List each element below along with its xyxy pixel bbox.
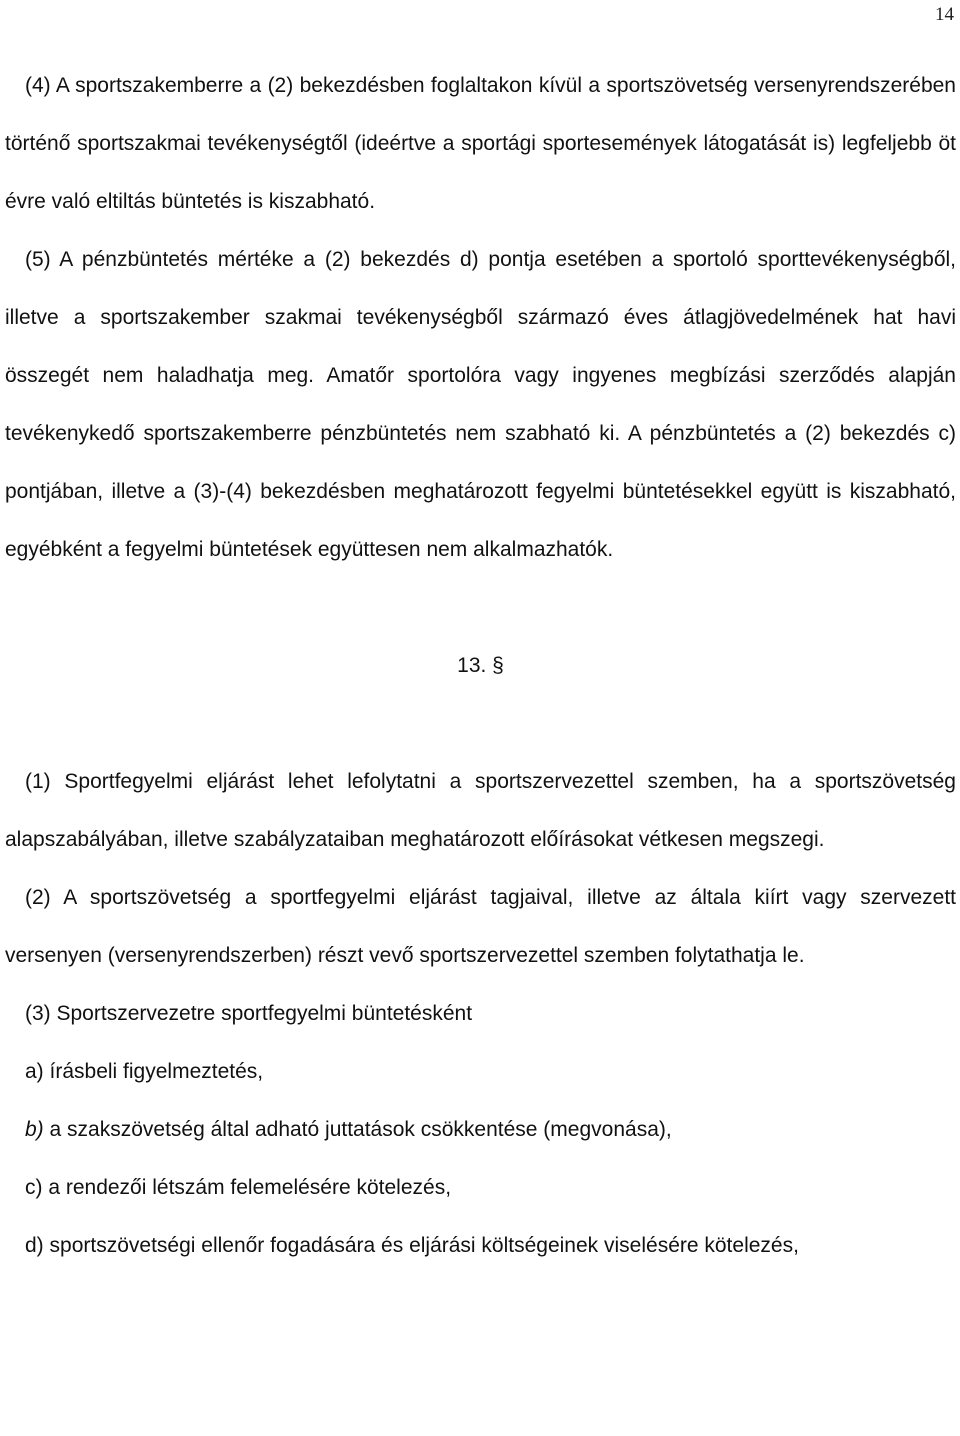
list-item-text: a szakszövetség által adható juttatások csökkentése (megvonása), <box>43 1118 672 1141</box>
list-item-b <box>5 1101 956 1159</box>
list-item-letter: b) <box>25 1118 44 1141</box>
document-body <box>5 57 956 1275</box>
list-item-text: sportszövetségi ellenőr fogadására és eljárási költségeinek viselésére kötelezés, <box>43 1234 799 1257</box>
list-item-a <box>5 1043 956 1101</box>
paragraph-13-2: (2) A sportszövetség a sportfegyelmi eljárást tagjaival, illetve az általa kiírt vagy szervezett versenyen (versenyrendszerben) részt vevő sportszervezettel szemben folytathatja le. <box>5 886 956 967</box>
list-item-text: a rendezői létszám felemelésére kötelezés, <box>42 1176 452 1199</box>
list-item-text: írásbeli figyelmeztetés, <box>43 1060 264 1083</box>
list-item-d <box>5 1217 956 1275</box>
paragraph-13-1: (1) Sportfegyelmi eljárást lehet lefolytatni a sportszervezettel szemben, ha a sportszövetség alapszabályában, illetve szabályzataiban meghatározott előírásokat vétkesen megszegi. <box>5 770 956 851</box>
list-item-letter: d) <box>25 1234 44 1257</box>
paragraph-4: (4) A sportszakemberre a (2) bekezdésben foglaltakon kívül a sportszövetség versenyrendszerében történő sportszakmai tevékenységtől (ideértve a sportági sportesemények látogatását is) legfeljebb öt évre való eltiltás büntetés is kiszabható. <box>5 74 956 213</box>
paragraph-5: (5) A pénzbüntetés mértéke a (2) bekezdés d) pontja esetében a sportoló sporttevékenységből, illetve a sportszakember szakmai tevékenységből származó éves átlagjövedelmének hat havi összegét nem haladhatja meg. Amatőr sportolóra vagy ingyenes megbízási szerződés alapján tevékenykedő sportszakemberre pénzbüntetés nem szabható ki. A pénzbüntetés a (2) bekezdés c) pontjában, illetve a (3)-(4) bekezdésben meghatározott fegyelmi büntetésekkel együtt is kiszabható, egyébként a fegyelmi büntetések együttesen nem alkalmazhatók. <box>5 248 956 561</box>
section-title: 13. § <box>457 654 504 677</box>
list-item-c <box>5 1159 956 1217</box>
list-item-letter: c) <box>25 1176 43 1199</box>
list-item-letter: a) <box>25 1060 44 1083</box>
page-number: 14 <box>935 4 954 25</box>
list-intro: (3) Sportszervezetre sportfegyelmi büntetésként <box>25 1002 473 1025</box>
